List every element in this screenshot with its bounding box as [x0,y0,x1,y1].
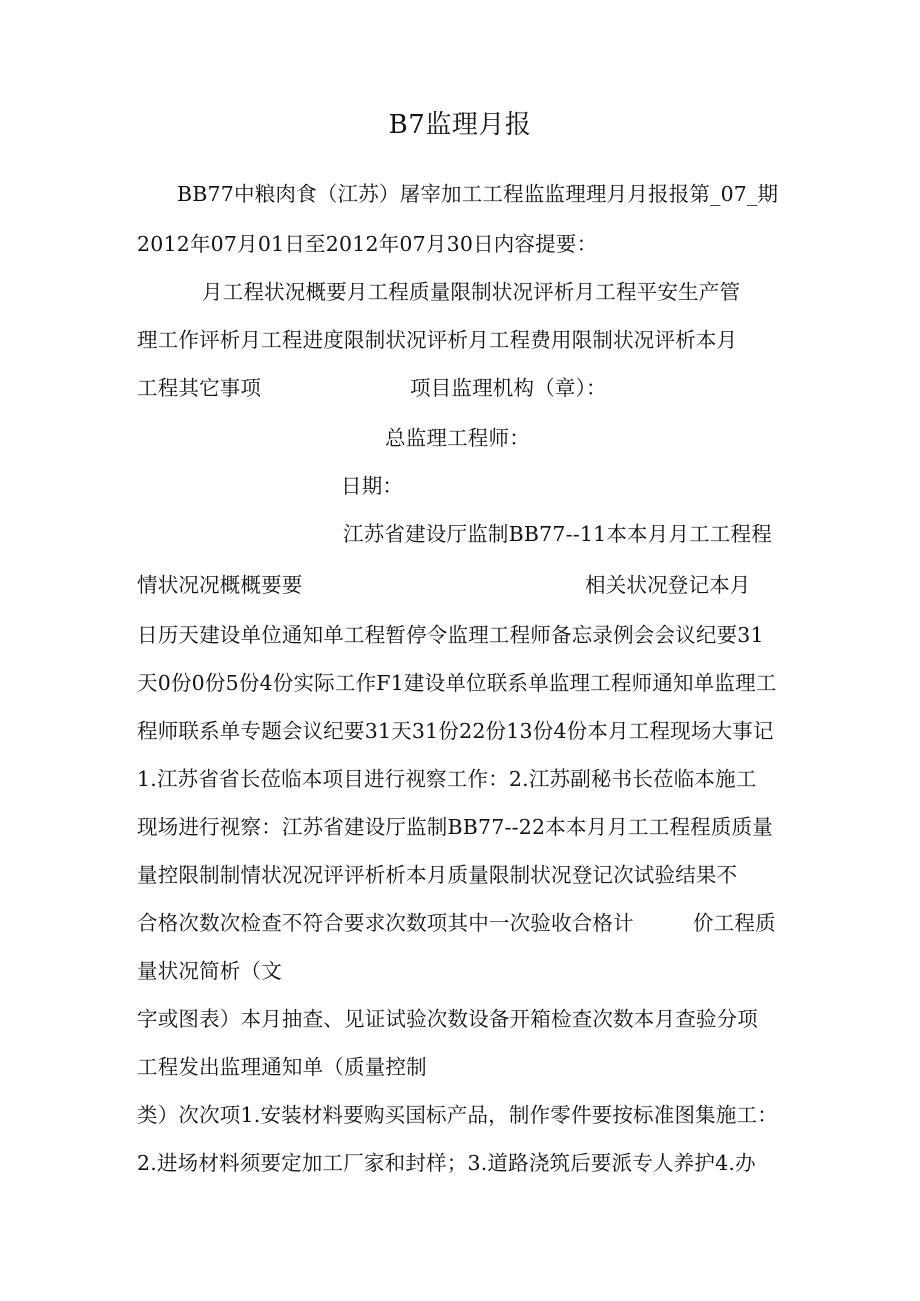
report-date-range: 2012年07月01日至2012年07月30日内容提要： [137,232,598,256]
body-line-8: 量状况简析（文 [137,959,282,983]
body-line-2: 天0份0份5份4份实际工作F1建设单位联系单监理工程师通知单监理工 [137,671,777,695]
body-line-3: 程师联系单专题会议纪要31天31份22份13份4份本月工程现场大事记 [137,719,774,743]
body-line-12: 2.进场材料须要定加工厂家和封样；3.道路浇筑后要派专人养护4.办 [137,1151,756,1175]
section-line-1b: 相关状况登记本月 [585,573,751,597]
body-line-7b: 价工程质 [693,911,776,935]
section-line-1: 情状况况概概要要 [137,573,303,597]
section-header-1: 江苏省建设厅监制BB77--11本本月月工工程程 [343,522,772,546]
report-header-line: BB77中粮肉食（江苏）屠宰加工工程监监理理月月报报第_07_期 [177,182,779,206]
summary-line-1: 月工程状况概要月工程质量限制状况评析月工程平安生产管 [202,280,741,304]
body-line-7: 合格次数次检查不符合要求次数项其中一次验收合格计 [137,911,634,935]
summary-line-3: 工程其它事项 [137,376,262,400]
body-line-5: 现场进行视察：江苏省建设厅监制BB77--22本本月月工工程程质质量 [137,815,773,839]
supervision-agency-label: 项目监理机构（章）： [410,376,607,400]
body-line-6: 量控限制制情状况况评评析析本月质量限制状况登记次试验结果不 [137,863,738,887]
body-line-9: 字或图表）本月抽查、见证试验次数设备开箱检查次数本月查验分项 [137,1007,758,1031]
body-line-11: 类）次次项1.安装材料要购买国标产品，制作零件要按标准图集施工： [137,1103,778,1127]
body-line-10: 工程发出监理通知单（质量控制 [137,1055,427,1079]
date-label: 日期： [341,474,404,498]
body-line-1: 日历天建设单位通知单工程暂停令监理工程师备忘录例会会议纪要31 [137,623,764,647]
summary-line-2: 理工作评析月工程进度限制状况评析月工程费用限制状况评析本月 [137,328,738,352]
document-title: B7监理月报 [388,110,532,140]
chief-engineer-label: 总监理工程师： [385,426,530,450]
body-line-4: 1.江苏省省长莅临本项目进行视察工作：2.江苏副秘书长莅临本施工 [137,767,757,791]
